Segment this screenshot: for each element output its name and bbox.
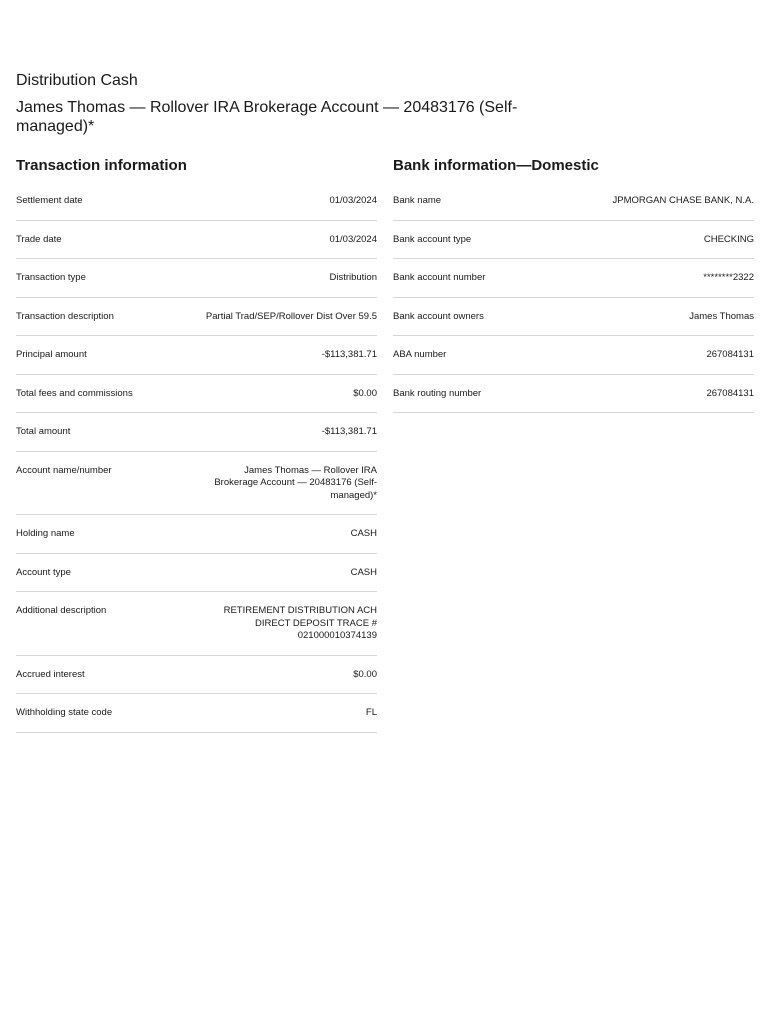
accrued-interest-value: $0.00 bbox=[353, 668, 377, 680]
settlement-date-label: Settlement date bbox=[16, 195, 83, 206]
accrued-interest-label: Accrued interest bbox=[16, 668, 85, 680]
principal-amount-row bbox=[16, 336, 377, 375]
distribution-detail-page bbox=[16, 70, 754, 733]
total-fees-value: $0.00 bbox=[353, 387, 377, 399]
trade-date-row bbox=[16, 221, 377, 260]
account-title: James Thomas — Rollover IRA Brokerage Account — 20483176 (Self-managed)* bbox=[16, 99, 518, 135]
bank-routing-number-label: Bank routing number bbox=[393, 387, 482, 399]
bank-name-label: Bank name bbox=[393, 195, 442, 206]
transaction-type-value: Distribution bbox=[329, 272, 377, 283]
bank-name-value: JPMORGAN CHASE BANK, N.A. bbox=[612, 195, 754, 206]
account-type-value: CASH bbox=[350, 566, 377, 578]
account-name-number-row bbox=[16, 452, 377, 516]
account-name-number-label: Account name/number bbox=[16, 464, 112, 476]
bank-information-section bbox=[393, 156, 754, 733]
transaction-type-row bbox=[16, 259, 377, 298]
bank-information-heading: Bank information—Domestic bbox=[393, 157, 599, 174]
detail-columns bbox=[16, 156, 754, 733]
bank-account-owners-value: James Thomas bbox=[689, 310, 754, 322]
additional-description-row bbox=[16, 592, 377, 656]
trade-date-label: Trade date bbox=[16, 233, 62, 245]
bank-account-owners-row bbox=[393, 298, 754, 337]
total-amount-row bbox=[16, 413, 377, 452]
withholding-state-code-row bbox=[16, 694, 377, 733]
additional-description-value: RETIREMENT DISTRIBUTION ACH DIRECT DEPOSIT TRACE # 021000010374139 bbox=[223, 605, 377, 641]
bank-account-type-value: CHECKING bbox=[703, 233, 754, 245]
bank-account-number-row bbox=[393, 259, 754, 298]
bank-account-owners-label: Bank account owners bbox=[393, 310, 484, 322]
holding-name-row bbox=[16, 515, 377, 554]
transaction-description-label: Transaction description bbox=[16, 310, 114, 322]
bank-account-type-label: Bank account type bbox=[393, 233, 472, 245]
withholding-state-code-label: Withholding state code bbox=[16, 707, 113, 718]
holding-name-label: Holding name bbox=[16, 528, 75, 539]
page-title: Distribution Cash bbox=[16, 72, 138, 89]
principal-amount-value: -$113,381.71 bbox=[321, 349, 377, 360]
transaction-type-label: Transaction type bbox=[16, 272, 86, 283]
transaction-information-heading: Transaction information bbox=[16, 157, 187, 174]
bank-name-row bbox=[393, 182, 754, 221]
total-fees-row bbox=[16, 375, 377, 414]
account-type-label: Account type bbox=[16, 566, 71, 578]
holding-name-value: CASH bbox=[350, 528, 377, 539]
transaction-description-value: Partial Trad/SEP/Rollover Dist Over 59.5 bbox=[205, 310, 377, 322]
bank-account-type-row bbox=[393, 221, 754, 260]
settlement-date-row bbox=[16, 182, 377, 221]
total-fees-label: Total fees and commissions bbox=[16, 387, 133, 399]
bank-account-number-value: ********2322 bbox=[703, 272, 754, 283]
aba-number-row bbox=[393, 336, 754, 375]
principal-amount-label: Principal amount bbox=[16, 349, 87, 360]
account-name-number-value: James Thomas — Rollover IRA Brokerage Account — 20483176 (Self-managed)* bbox=[214, 464, 377, 501]
bank-account-number-label: Bank account number bbox=[393, 272, 486, 283]
bank-routing-number-value: 267084131 bbox=[706, 387, 754, 399]
aba-number-value: 267084131 bbox=[706, 349, 754, 360]
additional-description-label: Additional description bbox=[16, 605, 107, 616]
bank-routing-number-row bbox=[393, 375, 754, 414]
total-amount-label: Total amount bbox=[16, 426, 71, 437]
aba-number-label: ABA number bbox=[393, 349, 447, 360]
transaction-information-section bbox=[16, 156, 377, 733]
total-amount-value: -$113,381.71 bbox=[321, 426, 377, 437]
account-type-row bbox=[16, 554, 377, 593]
withholding-state-code-value: FL bbox=[365, 707, 377, 718]
transaction-description-row bbox=[16, 298, 377, 337]
accrued-interest-row bbox=[16, 656, 377, 695]
settlement-date-value: 01/03/2024 bbox=[329, 195, 377, 206]
trade-date-value: 01/03/2024 bbox=[329, 233, 377, 245]
